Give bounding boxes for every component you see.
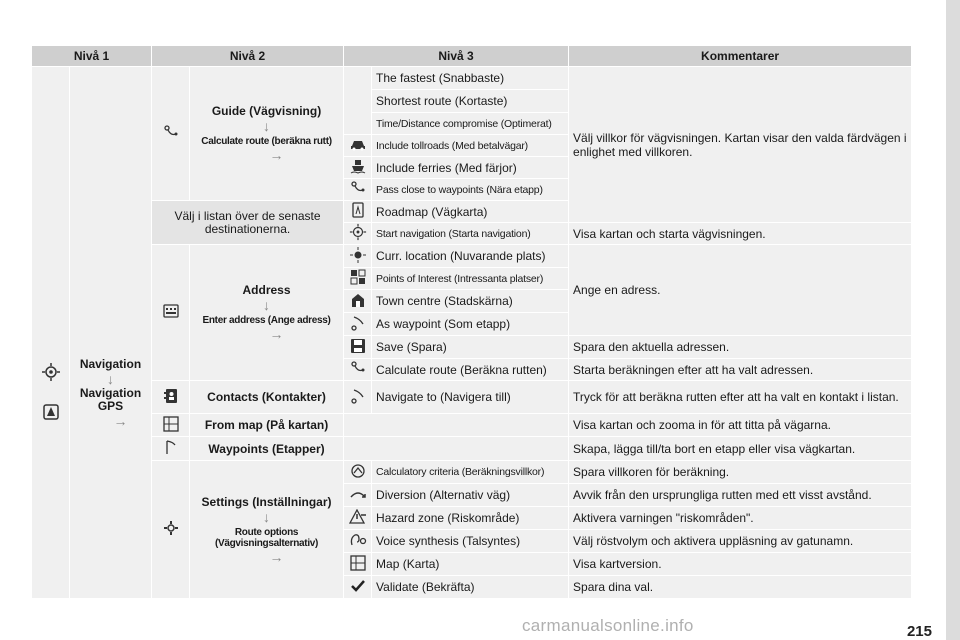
header-level2: Nivå 2	[152, 46, 344, 67]
settings-sub: Route options (Vägvisningsalternativ)	[214, 526, 319, 549]
address-save-comment: Spara den aktuella adressen.	[569, 336, 912, 359]
guide-item-4: Include ferries (Med färjor)	[372, 157, 569, 179]
table-header-row	[32, 46, 912, 67]
guide-start-comment: Visa kartan och starta vägvisningen.	[569, 223, 912, 245]
arrow-right-icon: →	[269, 147, 284, 163]
map-version-icon	[344, 553, 372, 576]
arrow-down-icon: ↓	[263, 297, 271, 313]
address-item-4: Save (Spara)	[372, 336, 569, 359]
menu-table	[31, 45, 912, 599]
ferry-icon	[344, 157, 372, 179]
settings-item-5: Validate (Bekräfta)	[372, 576, 569, 599]
arrow-down-icon: ↓	[107, 370, 114, 387]
arrow-down-icon: ↓	[263, 118, 271, 134]
navigation-crosshair-icon	[41, 370, 61, 385]
settings-comment-2: Aktivera varningen "riskområden".	[569, 507, 912, 530]
arrow-right-icon: →	[113, 412, 128, 429]
settings-comment-5: Spara dina val.	[569, 576, 912, 599]
poi-icon	[344, 268, 372, 290]
flag-icon	[152, 437, 190, 461]
waypoints-comment: Skapa, lägga till/ta bort en etapp eller visa vägkartan.	[569, 437, 912, 461]
address-calc-comment: Starta beräkningen efter att ha valt adressen.	[569, 359, 912, 381]
waypoint-route-icon	[152, 67, 190, 201]
address-item-2: Town centre (Stadskärna)	[372, 290, 569, 313]
settings-item-1: Diversion (Alternativ väg)	[372, 484, 569, 507]
guide-note: Välj i listan över de senaste destinationerna.	[152, 201, 344, 245]
settings-item-0: Calculatory criteria (Beräkningsvillkor)	[372, 461, 569, 484]
guide-item-7: Start navigation (Starta navigation)	[372, 223, 569, 245]
level1-label-cell	[70, 67, 152, 599]
address-cell	[190, 245, 344, 381]
guide-item-6: Roadmap (Vägkarta)	[372, 201, 569, 223]
navigate-flag-icon	[344, 381, 372, 414]
voice-icon	[344, 530, 372, 553]
guide-item-3: Include tollroads (Med betalvägar)	[372, 135, 569, 157]
header-level3: Nivå 3	[344, 46, 569, 67]
compass-icon	[42, 409, 60, 424]
car-toll-icon	[344, 135, 372, 157]
settings-label: Settings (Inställningar)	[201, 494, 332, 509]
settings-comment-0: Spara villkoren för beräkning.	[569, 461, 912, 484]
frommap-label: From map (På kartan)	[190, 414, 344, 437]
guide-label: Guide (Vägvisning)	[211, 104, 322, 118]
settings-gear-icon	[152, 461, 190, 599]
arrow-right-icon: →	[269, 326, 284, 342]
header-comments: Kommentarer	[569, 46, 912, 67]
level1-icons	[32, 67, 70, 599]
guide-sub: Calculate route (beräkna rutt)	[201, 136, 332, 147]
address-item-5: Calculate route (Beräkna rutten)	[372, 359, 569, 381]
check-icon	[344, 576, 372, 599]
address-sub: Enter address (Ange adress)	[202, 315, 331, 326]
level1-label: Navigation	[79, 356, 142, 371]
contacts-label: Contacts (Kontakter)	[190, 381, 344, 414]
settings-item-4: Map (Karta)	[372, 553, 569, 576]
address-label: Address	[242, 283, 291, 297]
watermark: carmanualsonline.info	[522, 616, 694, 635]
address-comment: Ange en adress.	[569, 245, 912, 336]
roadmap-icon	[344, 201, 372, 223]
waypoints-label: Waypoints (Etapper)	[190, 437, 344, 461]
save-icon	[344, 336, 372, 359]
guide-item-2: Time/Distance compromise (Optimerat)	[372, 113, 569, 135]
guide-item-1: Shortest route (Kortaste)	[372, 90, 569, 113]
page-edge-strip	[946, 0, 960, 640]
diversion-icon	[344, 484, 372, 507]
guide-item-5: Pass close to waypoints (Nära etapp)	[372, 179, 569, 201]
contacts-comment: Tryck för att beräkna rutten efter att ha valt en kontakt i listan.	[569, 381, 912, 414]
route-waypoints-icon	[344, 179, 372, 201]
guide-comment: Välj villkor för vägvisningen. Kartan visar den valda färdvägen i enlighet med villkoren.	[569, 67, 912, 223]
waypoint-flag-icon	[344, 313, 372, 336]
settings-comment-4: Visa kartversion.	[569, 553, 912, 576]
calculate-route-icon	[344, 359, 372, 381]
contacts-icon	[152, 381, 190, 414]
address-item-1: Points of Interest (Intressanta platser)	[372, 268, 569, 290]
frommap-comment: Visa kartan och zooma in för att titta på vägarna.	[569, 414, 912, 437]
town-centre-icon	[344, 290, 372, 313]
level1-sublabel: Navigation GPS	[79, 385, 142, 413]
page-number: 215	[906, 623, 932, 640]
location-dot-icon	[344, 245, 372, 268]
guide-item-0: The fastest (Snabbaste)	[372, 67, 569, 90]
contacts-item: Navigate to (Navigera till)	[372, 381, 569, 414]
hazard-icon	[344, 507, 372, 530]
map-grid-icon	[152, 414, 190, 437]
guide-cell	[190, 67, 344, 201]
header-level1: Nivå 1	[32, 46, 152, 67]
settings-comment-3: Välj röstvolym och aktivera uppläsning av gatunamn.	[569, 530, 912, 553]
arrow-down-icon: ↓	[263, 508, 271, 525]
settings-item-2: Hazard zone (Riskområde)	[372, 507, 569, 530]
address-keypad-icon	[152, 245, 190, 381]
settings-item-3: Voice synthesis (Talsyntes)	[372, 530, 569, 553]
arrow-right-icon: →	[269, 548, 284, 565]
criteria-icon	[344, 461, 372, 484]
settings-comment-1: Avvik från den ursprungliga rutten med ett visst avstånd.	[569, 484, 912, 507]
crosshair-icon	[344, 223, 372, 245]
address-item-3: As waypoint (Som etapp)	[372, 313, 569, 336]
address-item-0: Curr. location (Nuvarande plats)	[372, 245, 569, 268]
settings-cell	[190, 461, 344, 599]
